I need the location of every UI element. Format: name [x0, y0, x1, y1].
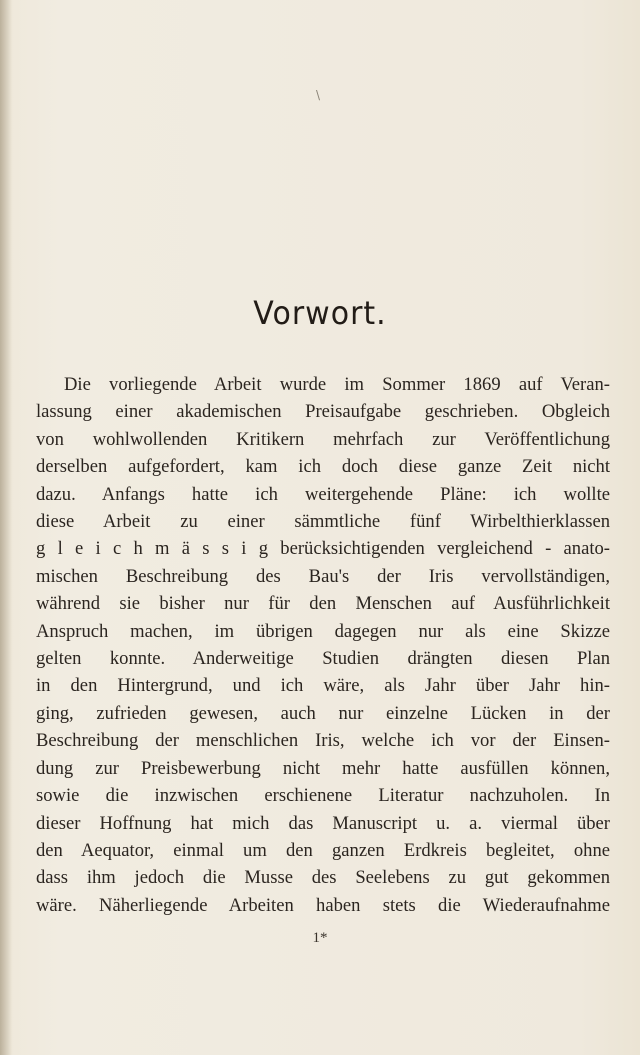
page-title: Vorwort. [253, 294, 387, 333]
signature-mark: 1* [312, 930, 328, 946]
text-line: ging, zufrieden gewesen, auch nur einzelne Lücken in der [36, 702, 610, 724]
text-line: den Aequator, einmal um den ganzen Erdkreis begleitet, ohne [36, 839, 610, 861]
text-line: von wohlwollenden Kritikern mehrfach zur Veröffentlichung [36, 428, 610, 450]
text-line: mischen Beschreibung des Bau's der Iris vervollständigen, [36, 565, 610, 587]
text-line: dieser Hoffnung hat mich das Manuscript u. a. viermal über [36, 812, 610, 834]
text-line: derselben aufgefordert, kam ich doch diese ganze Zeit nicht [36, 456, 610, 478]
text-line: während sie bisher nur für den Menschen auf Ausführlichkeit [36, 593, 610, 615]
text-line: wäre. Näherliegende Arbeiten haben stets die Wiederaufnahme [36, 894, 610, 916]
binding-shadow [0, 0, 12, 1055]
text-line: gelten konnte. Anderweitige Studien drängten diesen Plan [36, 648, 610, 670]
text-line: Beschreibung der menschlichen Iris, welche ich vor der Einsen- [36, 730, 610, 752]
body-text [36, 371, 610, 919]
text-line: Die vorliegende Arbeit wurde im Sommer 1869 auf Veran- [64, 374, 610, 395]
text-line: Anspruch machen, im übrigen dagegen nur als eine Skizze [36, 620, 610, 642]
text-line: in den Hintergrund, und ich wäre, als Jahr über Jahr hin- [36, 675, 610, 697]
text-line: dung zur Preisbewerbung nicht mehr hatte ausfüllen können, [36, 757, 610, 779]
text-line: sowie die inzwischen erschienene Literatur nachzuholen. In [36, 785, 610, 807]
text-line: lassung einer akademischen Preisaufgabe geschrieben. Obgleich [36, 401, 610, 423]
text-line: dass ihm jedoch die Musse des Seelebens zu gut gekommen [36, 867, 610, 889]
text-line: dazu. Anfangs hatte ich weitergehende Pläne: ich wollte [36, 483, 610, 505]
corner-mark: \ [316, 88, 321, 102]
text-line: g l e i c h m ä s s i g berücksichtigenden vergleichend - anato- [36, 538, 610, 560]
text-line: diese Arbeit zu einer sämmtliche fünf Wirbelthierklassen [36, 511, 610, 533]
